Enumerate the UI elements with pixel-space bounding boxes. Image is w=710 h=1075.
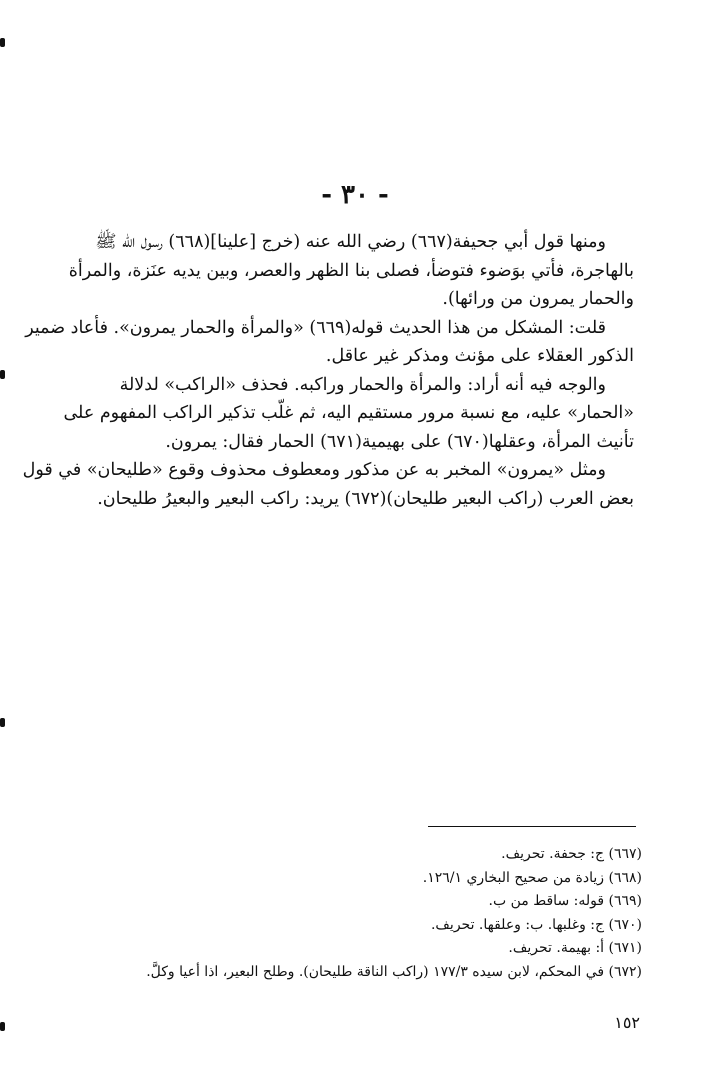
text-line: تأنيث المرأة، وعقلها(٦٧٠) على بهيمية(٦٧١) الحمار فقال: يمرون. [165,431,634,452]
text-line: «الحمار» عليه، مع نسبة مرور مستقيم اليه، ثم غلّب تذكير الراكب المفهوم على [63,403,634,423]
left-edge-mark-top [0,38,5,47]
page-number: ١٥٢ [614,1013,640,1032]
text-line: والحمار يمرون من ورائها). [442,289,634,309]
footnotes [60,843,642,984]
page-header: - ٣٠ - [321,180,389,210]
footnote-671: (٦٧١) أ: بهيمة. تحريف. [508,940,642,956]
main-text [22,228,634,513]
footnote-672: (٦٧٢) في المحكم، لابن سيده ١٧٧/٣ (راكب الناقة طليحان). وطلح البعير، اذا أعيا وكلَّ. [146,963,642,980]
paragraph-3 [63,371,634,457]
paragraph-4 [22,456,634,513]
paragraph-1 [68,228,634,314]
paragraph-2 [25,314,634,371]
text-line: الذكور العقلاء على مؤنث ومذكر غير عاقل. [325,346,634,366]
footnote-670: (٦٧٠) ج: وغلبها. ب: وعلقها. تحريف. [430,916,642,933]
text-line: قلت: المشكل من هذا الحديث قوله(٦٦٩) «والمرأة والحمار يمرون». فأعاد ضمير [25,317,606,338]
left-edge-mark-bottom [0,1022,5,1031]
text-line: ومثل «يمرون» المخبر به عن مذكور ومعطوف محذوف وقوع «طليحان» في قول [22,460,606,480]
text-line: ومنها قول أبي جحيفة(٦٦٧) رضي الله عنه (خرج [علينا](٦٦٨) رسول الله ﷺ [95,232,606,252]
text-line: بالهاجرة، فأتي بوَضوء فتوضأ، فصلى بنا الظهر والعصر، وبين يديه عنَزة، والمرأة [68,260,634,281]
footnote-667: (٦٦٧) ج: جحفة. تحريف. [501,846,642,862]
footnote-669: (٦٦٩) قوله: ساقط من ب. [488,893,642,909]
footnote-668: (٦٦٨) زيادة من صحيح البخاري ١٢٦/١. [422,869,642,886]
footnote-divider [428,826,636,827]
text-line: والوجه فيه أنه أراد: والمرأة والحمار وراكبه. فحذف «الراكب» لدلالة [119,374,606,395]
text-line: بعض العرب (راكب البعير طليحان)(٦٧٢) يريد: راكب البعير والبعيرُ طليحان. [97,488,634,509]
left-edge-mark-middle [0,370,5,379]
left-edge-mark-lower [0,718,5,727]
